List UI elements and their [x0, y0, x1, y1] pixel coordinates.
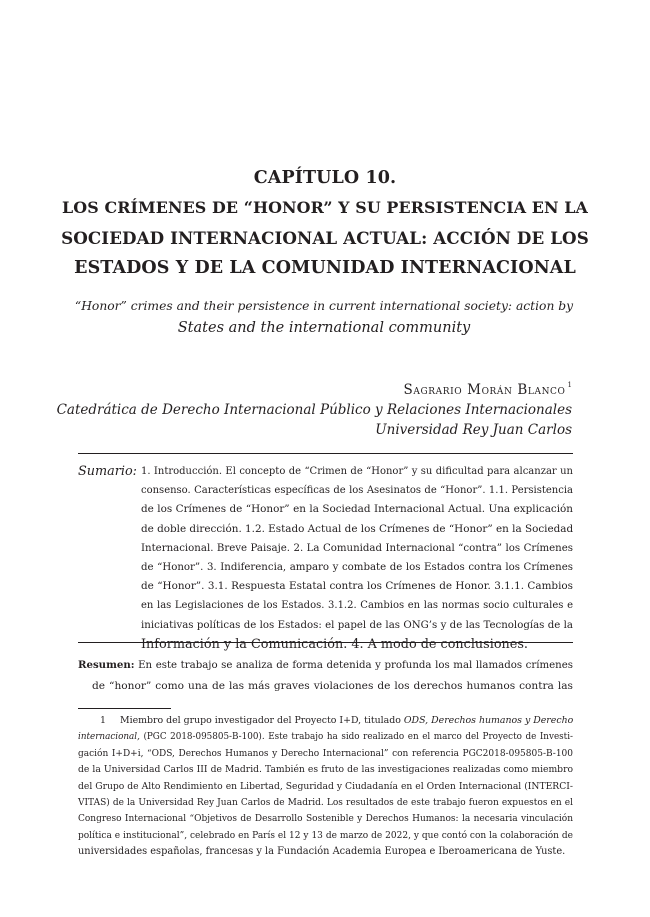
chapter-title-line: SOCIEDAD INTERNACIONAL ACTUAL: ACCIÓN DE LOS	[61, 228, 589, 248]
abstract-text: En este trabajo se analiza de forma detenida y profunda los mal llamados crímenes	[134, 660, 573, 671]
summary-body	[141, 462, 573, 654]
summary-line: Internacional. Breve Paisaje. 2. La Comunidad Internacional “contra” los Crímenes	[141, 542, 573, 554]
footnote-line: gación I+D+i, “ODS, Derechos Humanos y Derecho Internacional” con referencia PGC2018-095805-B-100	[78, 748, 573, 759]
divider-top	[78, 453, 573, 454]
author-university: Universidad Rey Juan Carlos	[375, 422, 572, 438]
footnote-line	[78, 713, 573, 729]
chapter-label: CAPÍTULO 10.	[253, 168, 397, 188]
summary-line: 1. Introducción. El concepto de “Crimen de “Honor” y su dificultad para alcanzar un	[141, 466, 573, 477]
chapter-title-line: ESTADOS Y DE LA COMUNIDAD INTERNACIONAL	[74, 258, 576, 278]
abstract-section	[78, 655, 573, 696]
divider-bottom	[78, 642, 573, 643]
footnote-text: Miembro del grupo investigador del Proyecto I+D, titulado	[119, 715, 404, 726]
author-line	[57, 375, 572, 400]
summary-line: Información y la Comunicación. 4. A modo de conclusiones.	[141, 636, 528, 652]
author-block	[57, 375, 572, 440]
footnote	[78, 713, 573, 861]
footnote-line: de la Universidad Carlos III de Madrid. También es fruto de las investigaciones realizadas como miembro	[78, 764, 573, 776]
summary-line: de “Honor”. 3.1. Respuesta Estatal contra los Crímenes de Honor. 3.1.1. Cambios	[141, 580, 573, 593]
footnote-line: VITAS) de la Universidad Rey Juan Carlos de Madrid. Los resultados de este trabajo fueron expuestos en el	[78, 798, 573, 809]
footnote-number: 1	[100, 715, 106, 726]
summary-line: consenso. Características específicas de los Asesinatos de “Honor”. 1.1. Persistencia	[141, 485, 573, 497]
subtitle-line: “Honor” crimes and their persistence in current international society: action by	[74, 299, 574, 313]
footnote-reference[interactable]: 1	[567, 381, 572, 389]
english-subtitle	[74, 295, 574, 339]
footnote-line	[78, 729, 573, 745]
footnote-line: política e institucional”, celebrado en París el 12 y 13 de marzo de 2022, y que contó con la colaboración de	[78, 830, 573, 841]
subtitle-line: States and the international community	[177, 320, 471, 336]
footnote-line: universidades españolas, francesas y la Fundación Academia Europea e Iberoamericana de Yuste.	[78, 846, 566, 858]
summary-line: de “Honor”. 3. Indiferencia, amparo y combate de los Estados contra los Crímenes	[141, 562, 573, 574]
chapter-title	[60, 163, 590, 283]
abstract-label: Resumen:	[78, 659, 135, 671]
footnote-separator	[78, 708, 171, 709]
summary-label: Sumario:	[78, 464, 137, 479]
summary-line: de los Crímenes de “Honor” en la Sociedad Internacional Actual. Una explicación	[141, 503, 573, 516]
summary-line: en las Legislaciones de los Estados. 3.1.2. Cambios en las normas socio culturales e	[141, 600, 573, 612]
abstract-line	[78, 655, 573, 676]
summary-line: de doble dirección. 1.2. Estado Actual de los Crímenes de “Honor” en la Sociedad	[141, 522, 574, 535]
footnote-italic-title: internacional,	[78, 732, 140, 743]
footnote-italic-title: ODS, Derechos humanos y Derecho	[403, 715, 574, 726]
footnote-line: del Grupo de Alto Rendimiento en Libertad, Seguridad y Ciudadanía en el Orden Internacional (INTERCI-	[78, 780, 573, 792]
author-affiliation: Catedrática de Derecho Internacional Público y Relaciones Internacionales	[56, 402, 572, 418]
abstract-line: de “honor” como una de las más graves violaciones de los derechos humanos contra las	[92, 680, 573, 692]
footnote-text: (PGC 2018-095805-B-100). Este trabajo ha sido realizado en el marco del Proyecto de Investi-	[139, 732, 573, 743]
summary-line: iniciativas políticas de los Estados: el papel de las ONG’s y de las Tecnologías de la	[141, 619, 573, 631]
author-name: Sagrario Morán Blanco	[403, 382, 566, 398]
chapter-title-line: LOS CRÍMENES DE “HONOR” Y SU PERSISTENCIA EN LA	[62, 198, 588, 217]
footnote-line: Congreso Internacional “Objetivos de Desarrollo Sostenible y Derechos Humanos: la necesaria vinculación	[78, 814, 573, 825]
